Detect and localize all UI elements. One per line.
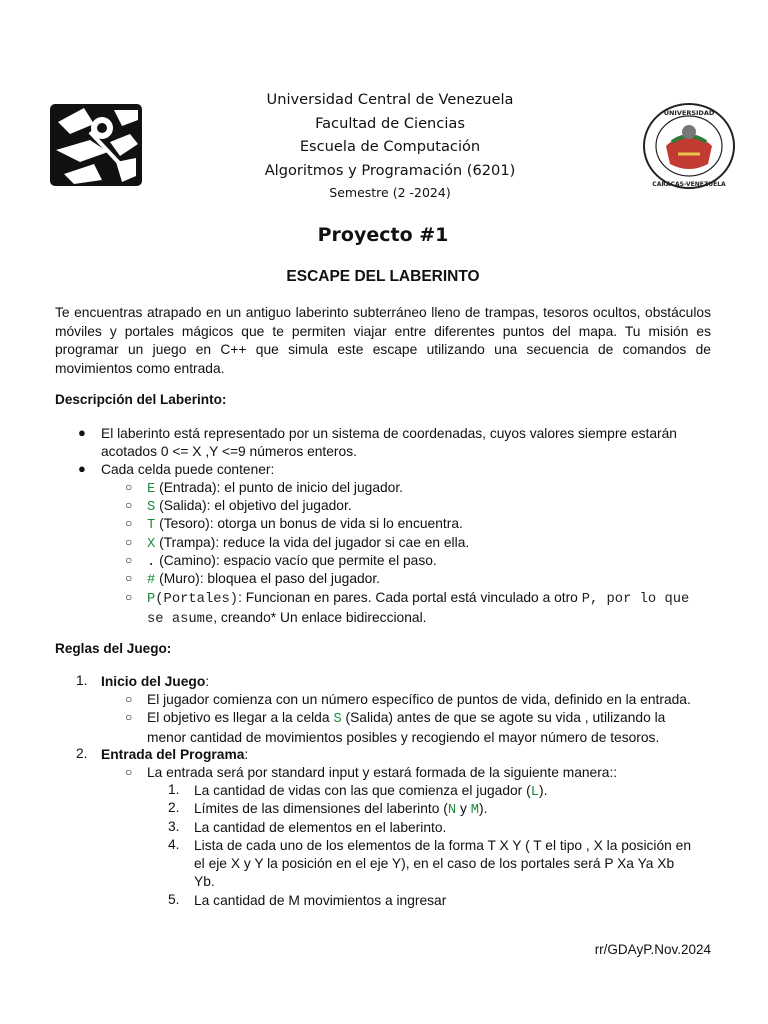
document-footer: rr/GDAyP.Nov.2024 — [594, 942, 711, 957]
rule-text: (Salida) antes de que se agote su vida , utilizando la — [341, 710, 666, 725]
input-text: y — [456, 801, 471, 816]
rule-text: menor cantidad de movimientos posibles y recogiendo el mayor número de tesoros. — [147, 730, 660, 745]
maze-description-heading: Descripción del Laberinto: — [55, 392, 227, 407]
cell-code-label: (Portales) — [155, 592, 239, 607]
cell-desc: (Trampa): reduce la vida del jugador si cae en ella. — [155, 535, 470, 550]
sub-bullet: ○ — [125, 692, 133, 706]
input-text: ). — [539, 783, 548, 798]
input-item-lives — [194, 782, 547, 802]
institution-header — [0, 88, 768, 204]
cell-desc: (Muro): bloquea el paso del jugador. — [155, 571, 381, 586]
project-subtitle: ESCAPE DEL LABERINTO — [286, 268, 480, 285]
sub-bullet: ○ — [125, 590, 133, 604]
sub-bullet: ○ — [125, 571, 133, 585]
rule-text: El objetivo es llegar a la celda — [147, 710, 334, 725]
rule-input-item: La entrada será por standard input y estará formada de la siguiente manera:: — [147, 765, 618, 780]
cell-type-salida — [147, 497, 352, 517]
input-text: Límites de las dimensiones del laberinto ( — [194, 801, 448, 816]
rule-title: Inicio del Juego — [101, 674, 206, 689]
cell-code: X — [147, 537, 156, 552]
cell-code: L — [530, 785, 539, 800]
cell-type-entrada — [147, 479, 403, 499]
sub-bullet: ○ — [125, 535, 133, 549]
cell-code: T — [147, 518, 156, 533]
input-item-dimensions — [194, 800, 487, 820]
list-number: 4. — [168, 837, 180, 852]
cell-code: E — [147, 482, 156, 497]
cell-type-tesoro — [147, 515, 463, 535]
input-text: el eje X y Y la posición en el eje Y), en el caso de los portales será P Xa Ya Xb — [194, 856, 675, 871]
input-text: ). — [478, 801, 488, 816]
course-name: Algoritmos y Programación (6201) — [264, 161, 516, 179]
input-text: La cantidad de vidas con las que comienza el jugador ( — [194, 783, 531, 798]
sub-bullet: ○ — [125, 516, 133, 530]
cell-desc-mono: P, por lo que — [581, 592, 690, 607]
school-name: Escuela de Computación — [299, 138, 481, 155]
cell-desc: (Tesoro): otorga un bonus de vida si lo encuentra. — [155, 516, 463, 531]
input-text: Lista de cada uno de los elementos de la forma T X Y ( T el tipo , X la posición en — [194, 838, 691, 853]
bullet: ● — [78, 461, 86, 476]
cell-type-trampa — [147, 534, 469, 554]
cell-code: M — [470, 803, 479, 818]
cell-code: N — [447, 803, 457, 818]
intro-paragraph: Te encuentras atrapado en un antiguo laberinto subterráneo lleno de trampas, tesoros ocultos, obstáculos móviles y portales mágicos que te permiten viajar entre diferentes puntos del mapa. Tu misión es programar un juego en C++ que simula este escape utilizando una secuencia de comandos de movimientos como entrada. — [55, 305, 711, 376]
project-title: Proyecto #1 — [317, 224, 449, 246]
list-number: 3. — [168, 819, 180, 834]
cell-code: # — [147, 573, 156, 588]
cell-desc: (Camino): espacio vacío que permite el paso. — [155, 553, 437, 568]
faculty-name: Facultad de Ciencias — [315, 114, 465, 132]
rules-heading: Reglas del Juego: — [55, 641, 172, 656]
input-item-elements — [194, 837, 714, 891]
list-number: 2. — [168, 800, 180, 815]
list-number: 2. — [76, 746, 88, 761]
rule-start-item: El jugador comienza con un número específico de puntos de vida, definido en la entrada. — [147, 692, 691, 707]
rule-colon: : — [205, 674, 210, 689]
cell-desc: : Funcionan en pares. Cada portal está vinculado a otro — [238, 590, 582, 605]
rule-start-title — [101, 673, 209, 691]
bullet-cell-contents: Cada celda puede contener: — [101, 462, 275, 477]
university-name: Universidad Central de Venezuela — [266, 91, 514, 108]
sub-bullet: ○ — [125, 553, 133, 567]
rule-input-title — [101, 746, 248, 764]
rule-colon: : — [244, 747, 249, 762]
rule-title: Entrada del Programa — [101, 747, 245, 762]
cell-code: S — [333, 712, 342, 727]
cell-code: . — [147, 555, 156, 570]
cell-type-camino — [147, 552, 437, 572]
sub-bullet: ○ — [125, 710, 133, 724]
sub-bullet: ○ — [125, 480, 133, 494]
semester: Semestre (2 -2024) — [329, 185, 451, 200]
input-item-moves: La cantidad de M movimientos a ingresar — [194, 893, 447, 908]
list-number: 5. — [168, 892, 180, 907]
cell-desc-mono: se asume — [147, 612, 214, 627]
svg-text:UNIVERSIDAD: UNIVERSIDAD — [663, 109, 715, 117]
cell-type-portales — [147, 589, 717, 629]
bullet-text: El laberinto está representado por un sistema de coordenadas, cuyos valores siempre estarán — [101, 426, 677, 441]
bullet-text: acotados 0 <= X ,Y <=9 números enteros. — [101, 444, 357, 459]
cell-code: S — [147, 500, 156, 515]
sub-bullet: ○ — [125, 498, 133, 512]
sub-bullet: ○ — [125, 765, 133, 779]
input-text: Yb. — [194, 874, 215, 889]
cell-desc: (Salida): el objetivo del jugador. — [155, 498, 352, 513]
list-number: 1. — [76, 673, 88, 688]
cell-type-muro — [147, 570, 380, 590]
cell-desc: , creando* Un enlace bidireccional. — [213, 610, 427, 625]
rule-start-item — [147, 709, 717, 747]
svg-text:CARACAS-VENEZUELA: CARACAS-VENEZUELA — [652, 181, 726, 188]
cell-desc: (Entrada): el punto de inicio del jugador. — [155, 480, 404, 495]
bullet: ● — [78, 425, 86, 440]
cell-code: P — [147, 592, 156, 607]
bullet-coordinates — [101, 425, 721, 461]
list-number: 1. — [168, 782, 180, 797]
input-item-count: La cantidad de elementos en el laberinto. — [194, 820, 447, 835]
